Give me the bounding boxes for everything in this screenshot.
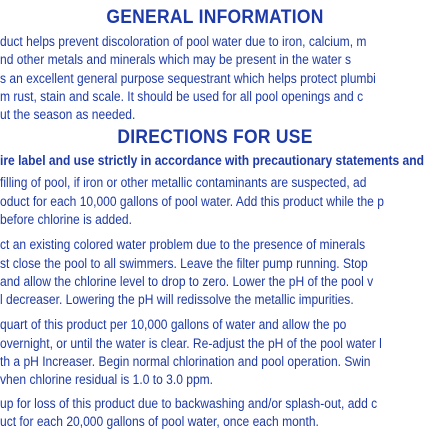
text-line: ct an existing colored water problem due to the presence of minerals bbox=[0, 237, 366, 252]
precautionary-notice: ire label and use strictly in accordance with precautionary statements and bbox=[0, 153, 424, 168]
text-line: filling of pool, if iron or other metallic contaminants are suspected, ad bbox=[0, 175, 367, 190]
general-information-heading: GENERAL INFORMATION bbox=[106, 7, 324, 28]
text-line: l decreaser. Lowering the pH will redissolve the metallic impurities. bbox=[0, 292, 354, 307]
text-line: overnight, or until the water is clear. Re-adjust the pH of the pool water l bbox=[0, 336, 382, 351]
text-line: duct helps prevent discoloration of pool water due to iron, calcium, m bbox=[0, 34, 367, 49]
text-line: vhen chlorine residual is 1.0 to 3.0 ppm. bbox=[0, 372, 214, 387]
text-line: uct for each 20,000 gallons of pool water, once each month. bbox=[0, 414, 319, 429]
text-line: s an excellent general purpose sequestrant which helps protect plumbi bbox=[0, 71, 376, 86]
text-line: oduct for each 10,000 gallons of pool water. Add this product while the p bbox=[0, 194, 384, 209]
text-line: before chlorine is added. bbox=[0, 212, 132, 227]
directions-for-use-heading: DIRECTIONS FOR USE bbox=[117, 127, 313, 148]
text-line: ut the season as needed. bbox=[0, 107, 136, 122]
text-line: m rust, stain and scale. It should be used for all pool openings and c bbox=[0, 89, 364, 104]
text-line: and allow the chlorine level to drop to zero. Lower the pH of the pool v bbox=[0, 274, 374, 289]
text-line: th a pH Increaser. Begin normal chlorination and pool operation. Swin bbox=[0, 354, 371, 369]
text-line: quart of this product per 10,000 gallons of water and allow the po bbox=[0, 317, 347, 332]
text-line: up for loss of this product due to backwashing and/or splash-out, add c bbox=[0, 396, 378, 411]
text-line: st close the pool to all swimmers. Leave the filter pump running. Stop bbox=[0, 256, 368, 271]
text-line: nd other metals and minerals which may be present in the water s bbox=[0, 52, 352, 67]
